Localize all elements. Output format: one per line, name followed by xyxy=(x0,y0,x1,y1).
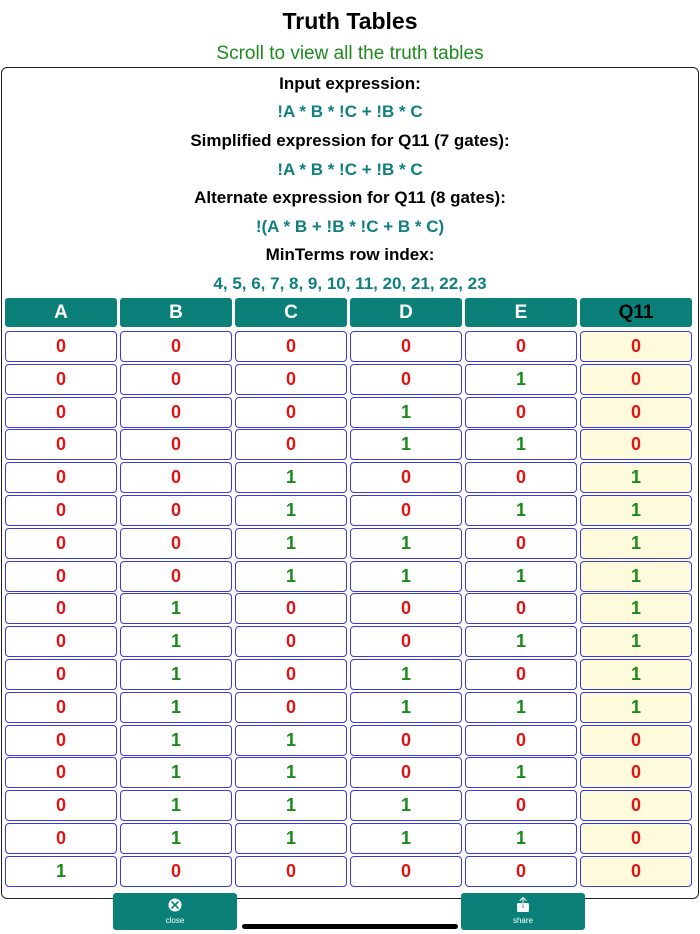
cell-c: 1 xyxy=(235,823,347,854)
cell-c: 1 xyxy=(235,725,347,756)
cell-a: 0 xyxy=(5,823,117,854)
simplified-expression: !A * B * !C + !B * C xyxy=(277,160,423,179)
cell-b: 0 xyxy=(120,561,232,592)
cell-a: 0 xyxy=(5,331,117,362)
cell-a: 0 xyxy=(5,561,117,592)
cell-a: 0 xyxy=(5,495,117,526)
cell-a: 0 xyxy=(5,397,117,428)
cell-e: 1 xyxy=(465,429,577,460)
cell-q11: 1 xyxy=(580,659,692,690)
cell-c: 1 xyxy=(235,790,347,821)
cell-d: 1 xyxy=(350,528,462,559)
cell-q11: 1 xyxy=(580,495,692,526)
cell-a: 0 xyxy=(5,725,117,756)
minterms-value: 4, 5, 6, 7, 8, 9, 10, 11, 20, 21, 22, 23 xyxy=(213,274,487,293)
cell-q11: 0 xyxy=(580,823,692,854)
cell-a: 0 xyxy=(5,364,117,395)
cell-c: 0 xyxy=(235,397,347,428)
alternate-expression: !(A * B + !B * !C + B * C) xyxy=(255,217,445,236)
cell-e: 1 xyxy=(465,626,577,657)
cell-e: 0 xyxy=(465,593,577,624)
cell-e: 0 xyxy=(465,790,577,821)
cell-q11: 0 xyxy=(580,429,692,460)
cell-e: 0 xyxy=(465,659,577,690)
cell-c: 0 xyxy=(235,364,347,395)
cell-d: 1 xyxy=(350,692,462,723)
cell-e: 0 xyxy=(465,331,577,362)
cell-d: 1 xyxy=(350,790,462,821)
cell-b: 1 xyxy=(120,790,232,821)
cell-a: 0 xyxy=(5,757,117,788)
cell-e: 1 xyxy=(465,692,577,723)
cell-c: 0 xyxy=(235,626,347,657)
cell-q11: 0 xyxy=(580,397,692,428)
cell-b: 0 xyxy=(120,528,232,559)
cell-a: 0 xyxy=(5,692,117,723)
cell-e: 1 xyxy=(465,364,577,395)
input-expression: !A * B * !C + !B * C xyxy=(277,102,423,121)
cell-b: 0 xyxy=(120,397,232,428)
close-button-label: close xyxy=(165,916,185,925)
cell-b: 0 xyxy=(120,495,232,526)
cell-b: 1 xyxy=(120,593,232,624)
cell-c: 0 xyxy=(235,429,347,460)
home-indicator xyxy=(242,924,458,929)
cell-e: 0 xyxy=(465,856,577,887)
page-title: Truth Tables xyxy=(282,8,418,34)
column-header-a: A xyxy=(5,298,117,327)
cell-a: 0 xyxy=(5,593,117,624)
cell-e: 1 xyxy=(465,495,577,526)
input-expression-label: Input expression: xyxy=(279,74,421,93)
cell-e: 1 xyxy=(465,757,577,788)
cell-b: 1 xyxy=(120,626,232,657)
cell-q11: 1 xyxy=(580,528,692,559)
cell-q11: 1 xyxy=(580,692,692,723)
cell-q11: 1 xyxy=(580,593,692,624)
simplified-expression-label: Simplified expression for Q11 (7 gates): xyxy=(190,131,510,150)
truth-table-panel[interactable] xyxy=(1,67,699,899)
cell-b: 0 xyxy=(120,364,232,395)
cell-c: 0 xyxy=(235,331,347,362)
cell-d: 0 xyxy=(350,757,462,788)
cell-q11: 0 xyxy=(580,757,692,788)
cell-d: 0 xyxy=(350,725,462,756)
cell-d: 1 xyxy=(350,397,462,428)
cell-d: 1 xyxy=(350,561,462,592)
cell-c: 1 xyxy=(235,495,347,526)
share-icon xyxy=(461,897,585,913)
cell-e: 0 xyxy=(465,462,577,493)
cell-c: 1 xyxy=(235,462,347,493)
cell-d: 0 xyxy=(350,331,462,362)
cell-c: 0 xyxy=(235,692,347,723)
cell-q11: 0 xyxy=(580,331,692,362)
cell-q11: 1 xyxy=(580,462,692,493)
close-circle-icon xyxy=(113,897,237,913)
alternate-expression-label: Alternate expression for Q11 (8 gates): xyxy=(194,188,506,207)
cell-q11: 0 xyxy=(580,364,692,395)
cell-a: 0 xyxy=(5,462,117,493)
cell-a: 0 xyxy=(5,626,117,657)
cell-e: 1 xyxy=(465,561,577,592)
cell-d: 0 xyxy=(350,626,462,657)
cell-e: 0 xyxy=(465,397,577,428)
cell-c: 1 xyxy=(235,757,347,788)
cell-e: 0 xyxy=(465,725,577,756)
cell-b: 1 xyxy=(120,823,232,854)
column-header-b: B xyxy=(120,298,232,327)
cell-d: 0 xyxy=(350,462,462,493)
cell-q11: 0 xyxy=(580,790,692,821)
cell-d: 0 xyxy=(350,593,462,624)
cell-e: 1 xyxy=(465,823,577,854)
cell-c: 0 xyxy=(235,593,347,624)
cell-c: 1 xyxy=(235,561,347,592)
cell-b: 1 xyxy=(120,692,232,723)
cell-b: 0 xyxy=(120,429,232,460)
cell-a: 0 xyxy=(5,790,117,821)
cell-d: 1 xyxy=(350,429,462,460)
column-header-c: C xyxy=(235,298,347,327)
share-button[interactable] xyxy=(461,893,585,930)
page-subtitle: Scroll to view all the truth tables xyxy=(216,43,484,64)
minterms-label: MinTerms row index: xyxy=(265,245,435,264)
column-header-e: E xyxy=(465,298,577,327)
cell-c: 0 xyxy=(235,856,347,887)
close-button[interactable] xyxy=(113,893,237,930)
cell-a: 1 xyxy=(5,856,117,887)
cell-e: 0 xyxy=(465,528,577,559)
cell-q11: 1 xyxy=(580,626,692,657)
cell-d: 0 xyxy=(350,495,462,526)
cell-d: 1 xyxy=(350,659,462,690)
share-button-label: share xyxy=(512,916,533,925)
cell-b: 1 xyxy=(120,725,232,756)
cell-b: 0 xyxy=(120,462,232,493)
cell-d: 0 xyxy=(350,364,462,395)
cell-b: 0 xyxy=(120,331,232,362)
cell-d: 0 xyxy=(350,856,462,887)
cell-b: 1 xyxy=(120,659,232,690)
column-header-d: D xyxy=(350,298,462,327)
cell-a: 0 xyxy=(5,429,117,460)
cell-d: 1 xyxy=(350,823,462,854)
cell-c: 0 xyxy=(235,659,347,690)
cell-a: 0 xyxy=(5,528,117,559)
cell-c: 1 xyxy=(235,528,347,559)
cell-q11: 0 xyxy=(580,856,692,887)
cell-b: 0 xyxy=(120,856,232,887)
column-header-q11: Q11 xyxy=(580,298,692,327)
cell-q11: 0 xyxy=(580,725,692,756)
table-header xyxy=(5,298,697,328)
cell-a: 0 xyxy=(5,659,117,690)
cell-q11: 1 xyxy=(580,561,692,592)
cell-b: 1 xyxy=(120,757,232,788)
